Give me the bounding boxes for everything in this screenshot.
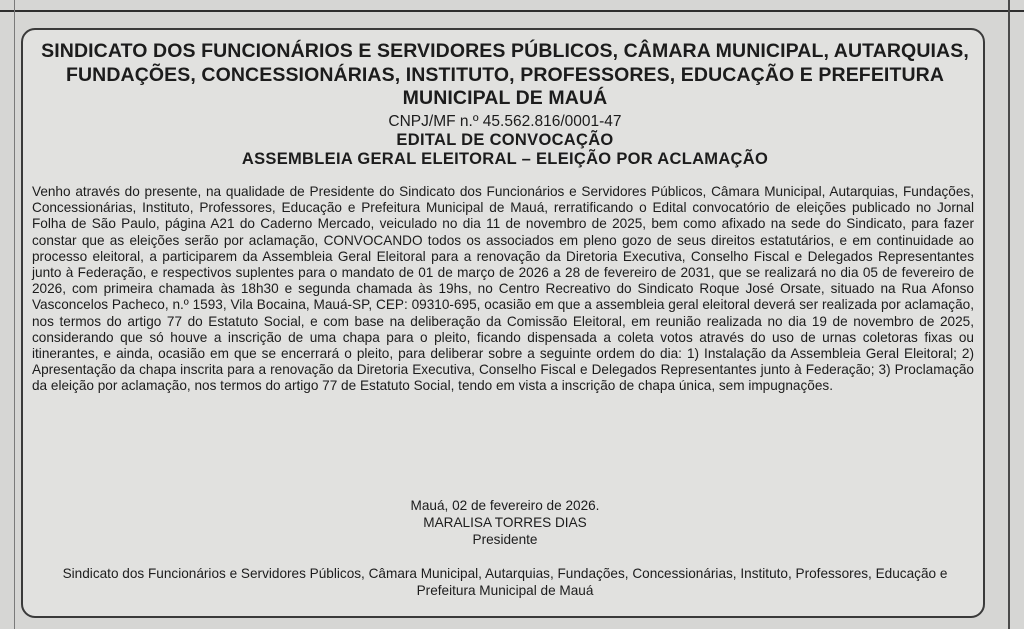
footer-union-name: Sindicato dos Funcionários e Servidores Públicos, Câmara Municipal, Autarquias, Fundações, Concessionárias, Instituto, Professores, Educação e Prefeitura Municipal de Mauá bbox=[62, 566, 948, 598]
assembly-title: ASSEMBLEIA GERAL ELEITORAL – ELEIÇÃO POR ACLAMAÇÃO bbox=[241, 149, 769, 168]
signatory-role: Presidente bbox=[472, 532, 538, 547]
right-column-rule bbox=[1008, 0, 1010, 629]
cnpj-number: CNPJ/MF n.º 45.562.816/0001-47 bbox=[388, 112, 622, 130]
union-name: SINDICATO DOS FUNCIONÁRIOS E SERVIDORES PÚBLICOS, CÂMARA MUNICIPAL, AUTARQUIAS, FUNDAÇÕES, CONCESSIONÁRIAS, INSTITUTO, PROFESSORES, EDUCAÇÃO E PREFEITURA MUNICIPAL DE MAUÁ bbox=[41, 40, 969, 109]
edital-title: EDITAL DE CONVOCAÇÃO bbox=[396, 130, 614, 149]
signatory-name: MARALISA TORRES DIAS bbox=[423, 515, 587, 530]
notice-header bbox=[40, 40, 970, 169]
notice-body: Venho através do presente, na qualidade de Presidente do Sindicato dos Funcionários e Servidores Públicos, Câmara Municipal, Autarquias, Fundações, Concessionárias, Instituto, Professores, Educação e Prefeitura Municipal de Mauá, rerratificando o Edital convocatório de eleições publicado no Jornal Folha de São Paulo, página A21 do Caderno Mercado, veiculado no dia 11 de novembro de 2025, bem como afixado na sede do Sindicato, para fazer constar que as eleições serão por aclamação, CONVOCANDO todos os associados em pleno gozo de seus direitos estatutários, e em continuidade ao processo eleitoral, a participarem da Assembleia Geral Eleitoral para a renovação da Diretoria Executiva, Conselho Fiscal e Delegados Representantes junto à Federação, e respectivos suplentes para o mandato de 01 de março de 2026 a 28 de fevereiro de 2031, que se realizará no dia 05 de fevereiro de 2026, com primeira chamada às 18h30 e segunda chamada às 19hs, no Centro Recreativo do Sindicato Roque José Orsate, situado na Rua Afonso Vasconcelos Pacheco, n.º 1593, Vila Bocaina, Mauá-SP, CEP: 09310-695, ocasião em que a assembleia geral eleitoral deverá ser realizada por aclamação, nos termos do artigo 77 do Estatuto Social, e com base na deliberação da Comissão Eleitoral, em reunião realizada no dia 19 de novembro de 2025, considerando que só houve a inscrição de uma chapa para o pleito, ficando dispensada a coleta votos através do uso de urnas coletoras fixas ou itinerantes, e ainda, ocasião em que se encerrará o pleito, para deliberar sobre a seguinte ordem do dia: 1) Instalação da Assembleia Geral Eleitoral; 2) Apresentação da chapa inscrita para a renovação da Diretoria Executiva, Conselho Fiscal e Delegados Representantes junto à Federação; 3) Proclamação da eleição por aclamação, nos termos do artigo 77 de Estatuto Social, tendo em vista a inscrição de chapa única, sem impugnações. bbox=[32, 184, 974, 394]
left-column-rule bbox=[14, 0, 15, 629]
signature-block bbox=[40, 497, 970, 548]
place-date: Mauá, 02 de fevereiro de 2026. bbox=[410, 498, 600, 513]
top-rule bbox=[0, 10, 1024, 12]
